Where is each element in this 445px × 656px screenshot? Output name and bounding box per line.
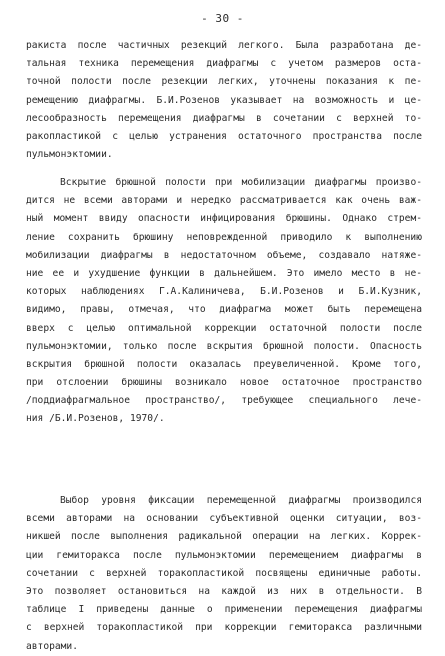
paragraph-3 (26, 492, 422, 656)
text-line: авторами. (26, 640, 78, 652)
text-line: ление сохранить брюшину неповрежденной приводило к выполнению (26, 231, 422, 243)
text-line: мобилизации диафрагмы в недостаточном объеме, создавало натяже- (26, 249, 422, 261)
text-line: Это позволяет остановиться на каждой из них в отдельности. В (26, 585, 422, 597)
text-line: с верхней торакопластикой при коррекции гемиторакса различными (26, 622, 422, 634)
text-line: таблице I приведены данные о применении перемещения диафрагмы (26, 604, 422, 616)
text-line: Выбор уровня фиксации перемещенной диафрагмы производился (60, 495, 422, 506)
text-line: вскрытия брюшной полости оказалась преувеличенной. Кроме того, (26, 358, 422, 370)
text-line: /поддиафрагмальное пространство/, требующее специального лече- (26, 395, 422, 407)
paragraph-2 (26, 174, 422, 429)
text-line: никшей после выполнения радикальной операции на легких. Коррек- (26, 531, 422, 543)
text-line: всеми авторами на основании субъективной оценки ситуации, воз- (26, 513, 422, 525)
text-line: при отслоении брюшины возникало новое остаточное пространство (26, 377, 422, 389)
text-line: ракиста после частичных резекций легкого. Была разработана де- (26, 40, 422, 51)
text-line: которых наблюдениях Г.А.Калиничева, Б.И.Розенов и Б.И.Кузник, (26, 286, 422, 298)
text-line: ремещению диафрагмы. Б.И.Розенов указывает на возможность и це- (26, 94, 422, 106)
text-line: пульмонэктомии. (26, 149, 113, 161)
text-line: точной полости после резекции легких, уточнены показания к пе- (26, 76, 422, 88)
text-line: сочетании с верхней торакопластикой посвящены единичные работы. (26, 567, 422, 579)
text-line: ракопластикой с целью устранения остаточного пространства после (26, 130, 422, 142)
text-line: ции гемиторакса после пульмонэктомии перемещением диафрагмы в (26, 549, 422, 561)
text-line: ный момент ввиду опасности инфицирования брюшины. Однако стрем- (26, 213, 422, 225)
text-line: лесообразность перемещения диафрагмы в сочетании с верхней то- (26, 112, 422, 124)
text-line: видимо, правы, отмечая, что диафрагма может быть перемещена (26, 304, 422, 316)
text-line: тальная техника перемещения диафрагмы с учетом размеров оста- (26, 58, 422, 70)
text-line: дится не всеми авторами и нередко рассматривается как очень важ- (26, 195, 422, 207)
text-line: Вскрытие брюшной полости при мобилизации диафрагмы произво- (60, 177, 422, 188)
text-line: ния /Б.И.Розенов, 1970/. (26, 413, 165, 425)
text-line: ние ее и ухудшение функции в дальнейшем. Это имело место в не- (26, 267, 422, 279)
text-line: пульмонэктомии, только после вскрытия брюшной полости. Опасность (26, 340, 422, 352)
page-number: - 30 - (201, 12, 244, 25)
text-line: вверх с целью оптимальной коррекции остаточной полости после (26, 322, 422, 334)
paragraph-1 (26, 37, 422, 164)
